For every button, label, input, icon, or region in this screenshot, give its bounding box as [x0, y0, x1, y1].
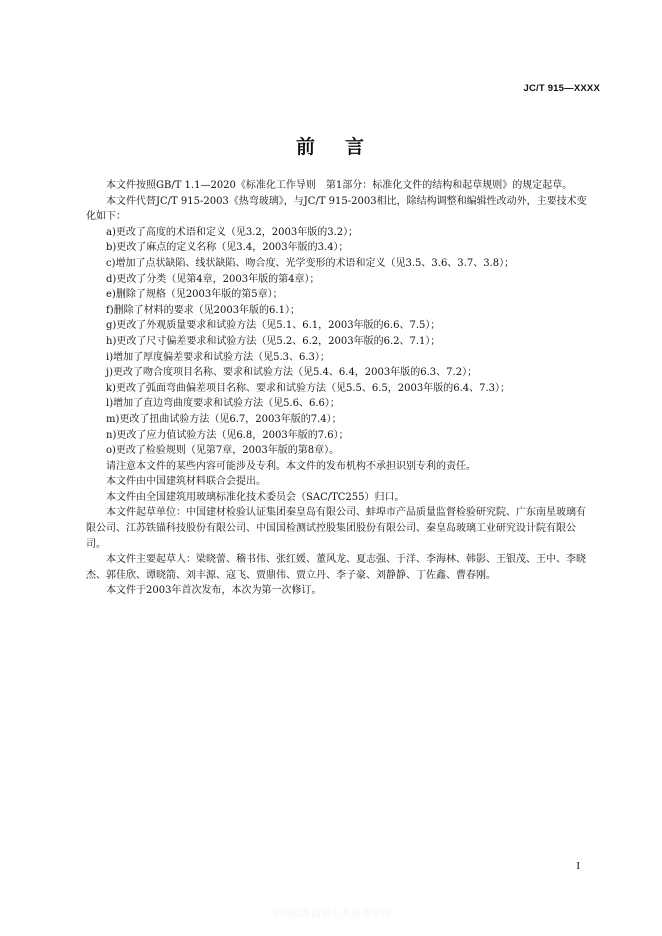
change-item: d)更改了分类（见第4章，2003年版的第4章）； [106, 273, 320, 285]
change-item: b)更改了麻点的定义名称（见3.4，2003年版的3.4）； [106, 242, 349, 254]
paragraph-proposer: 本文件由中国建筑材料联合会提出。 [106, 476, 266, 488]
paragraph-patent-notice: 请注意本文件的某些内容可能涉及专利。本文件的发布机构不承担识别专利的责任。 [106, 460, 476, 472]
change-item: j)更改了吻合度项目名称、要求和试验方法（见5.4、6.4，2003年版的6.3、7.2）； [106, 367, 478, 379]
standard-code: JC/T 915—XXXX [523, 83, 600, 94]
paragraph-committee: 本文件由全国建筑用玻璃标准化技术委员会（SAC/TC255）归口。 [106, 491, 405, 503]
change-item: e)删除了规格（见2003年版的第5章）； [106, 289, 283, 301]
change-item: o)更改了检验规则（见第7章，2003年版的第8章）。 [106, 445, 340, 457]
change-item: g)更改了外观质量要求和试验方法（见5.1、6.1，2003年版的6.6、7.5）； [106, 320, 441, 332]
change-item: m)更改了扭曲试验方法（见6.7，2003年版的7.4）； [106, 413, 342, 425]
page-title [0, 132, 662, 159]
page-number: I [576, 860, 580, 872]
change-item: n)更改了应力值试验方法（见6.8，2003年版的7.6）； [106, 429, 349, 441]
change-item: h)更改了尺寸偏差要求和试验方法（见5.2、6.2，2003年版的6.2、7.1）； [106, 335, 441, 347]
change-item: k)更改了弧面弯曲偏差项目名称、要求和试验方法（见5.5、6.5，2003年版的6.4、7.3）； [106, 382, 511, 394]
paragraph-drafters: 本文件主要起草人：梁晓蕾、稽书伟、张红媛、董风龙、夏志强、于洋、李海林、韩影、王银茂、王中、李晓杰、郭佳欣、谭晓箭、刘丰源、寇飞、贾鼎伟、贾立丹、李子豪、刘静静、丁佐鑫、曹春刚。 [86, 554, 586, 581]
title-char-1: 前 [295, 136, 317, 158]
change-item: l)增加了直边弯曲度要求和试验方法（见5.6、6.6）； [106, 398, 340, 410]
foreword-body [86, 178, 594, 599]
title-char-2: 言 [345, 136, 367, 158]
change-item: a)更改了高度的术语和定义（见3.2，2003年版的3.2）； [106, 226, 359, 238]
watermark: 全国标准信息公共服务平台 [271, 909, 391, 920]
paragraph-replacement: 本文件代替JC/T 915-2003《热弯玻璃》，与JC/T 915-2003相比，除结构调整和编辑性改动外，主要技术变化如下： [86, 195, 587, 223]
change-item: f)删除了材料的要求（见2003年版的6.1）； [106, 304, 300, 316]
paragraph-history: 本文件于2003年首次发布，本次为第一次修订。 [106, 585, 322, 597]
paragraph-drafting-units: 本文件起草单位：中国建材检验认证集团秦皇岛有限公司、蚌埠市产品质量监督检验研究院、广东南星玻璃有限公司、江苏铁锚科技股份有限公司、中国国检测试控股集团股份有限公司、秦皇岛玻璃工业研究设计院有限公司。 [86, 507, 586, 550]
paragraph-drafting-rules: 本文件按照GB/T 1.1—2020《标准化工作导则 第1部分：标准化文件的结构和起草规则》的规定起草。 [106, 180, 573, 191]
change-item: i)增加了厚度偏差要求和试验方法（见5.3、6.3）； [106, 351, 330, 363]
change-item: c)增加了点状缺陷、线状缺陷、吻合度、光学变形的术语和定义（见3.5、3.6、3.7、3.8）； [106, 257, 515, 269]
